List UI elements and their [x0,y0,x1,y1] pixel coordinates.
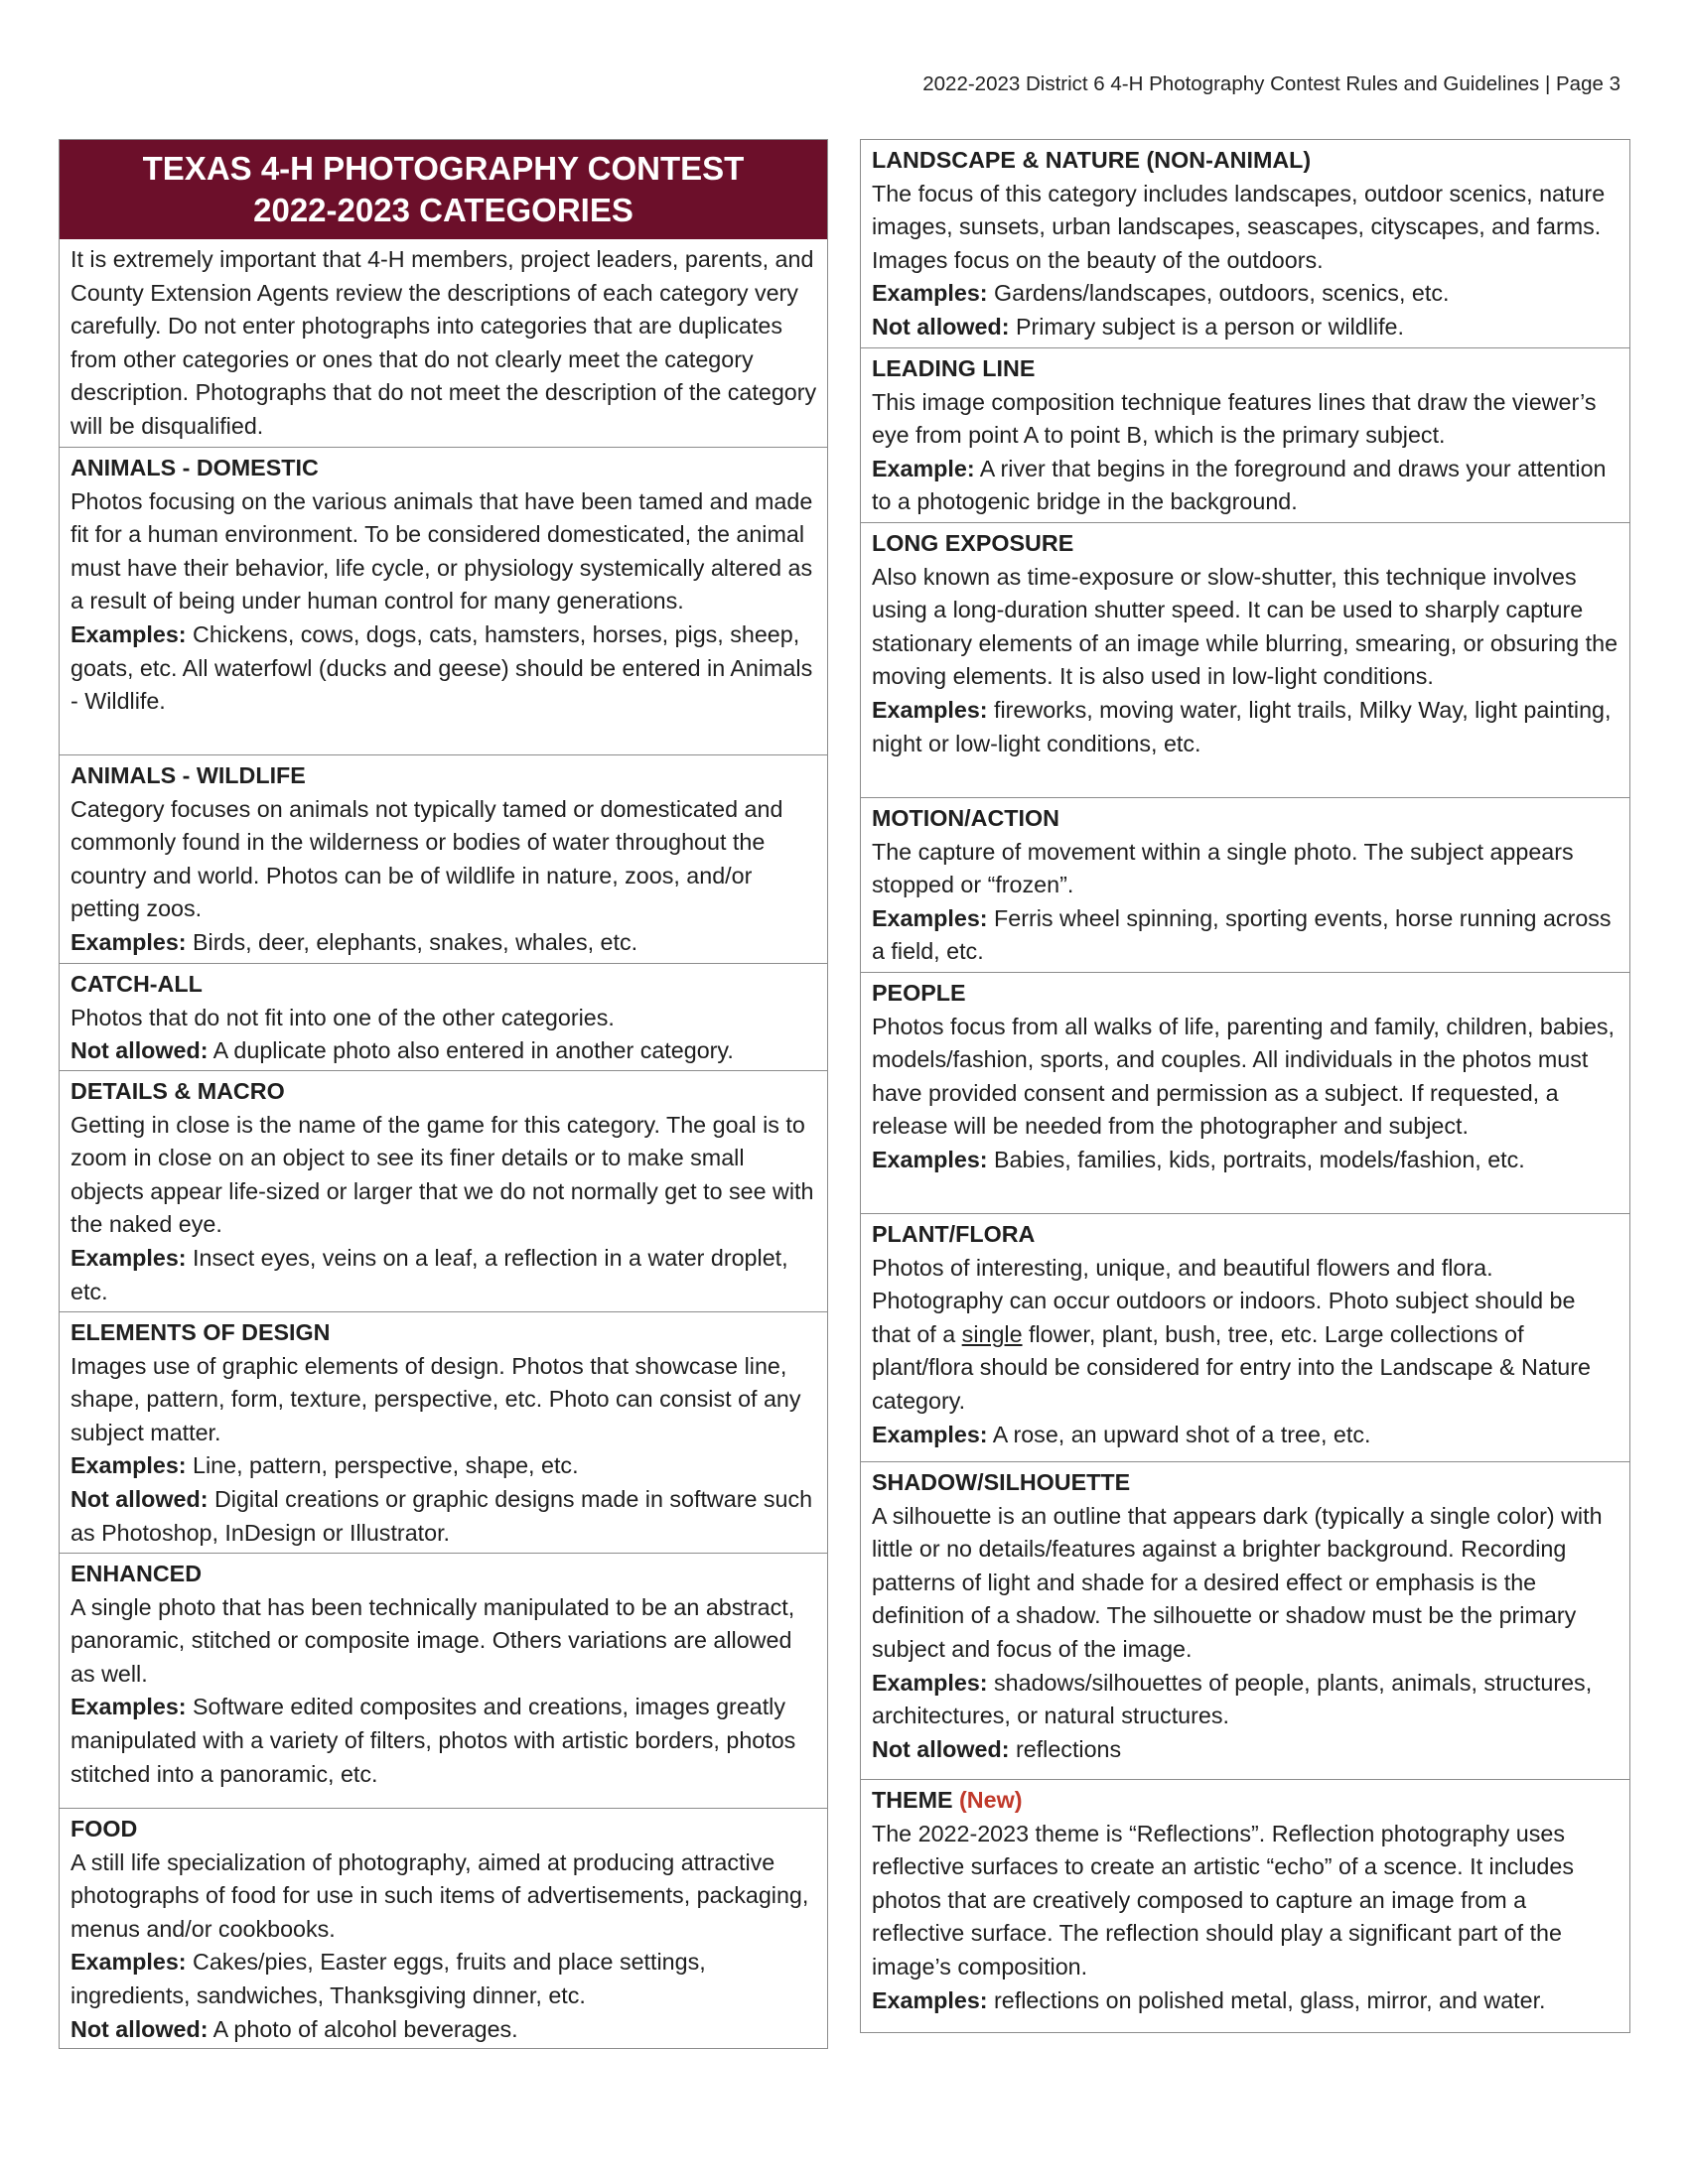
category-description: Getting in close is the name of the game for this category. The goal is to zoom in close on an object to see its finer details or to make small objects appear life-sized or larger that we do not normally get to see with the naked eye. [70,1111,814,1238]
category-examples: Examples: Chickens, cows, dogs, cats, hamsters, horses, pigs, sheep, goats, etc. All waterfowl (ducks and geese) should be entered in Animals - Wildlife. [70,620,813,715]
category-description: This image composition technique features lines that draw the viewer’s eye from point A to point B, which is the primary subject. [872,388,1597,449]
right-column [860,139,1630,2033]
title-line-2: 2022-2023 CATEGORIES [253,192,633,228]
category-title: THEME (New) [872,1787,1023,1813]
category-title: CATCH-ALL [70,971,203,997]
category-description: A single photo that has been technically manipulated to be an abstract, panoramic, stitched or composite image. Others variations are allowed as well. [70,1593,795,1687]
category-title: PLANT/FLORA [872,1221,1036,1247]
category-not-allowed: Not allowed: reflections [872,1735,1122,1762]
category-people [861,973,1629,1214]
category-animals-wildlife [60,755,827,964]
category-examples: Examples: A rose, an upward shot of a tree, etc. [872,1421,1371,1447]
category-description: Also known as time-exposure or slow-shutter, this technique involves using a long-duration shutter speed. It can be used to sharply capture stationary elements of an image while blurring, smearing, or obsuring the moving elements. It is also used in low-light conditions. [872,563,1618,690]
category-not-allowed: Not allowed: A photo of alcohol beverages. [70,2015,518,2042]
category-description: Photos focusing on the various animals that have been tamed and made fit for a human environment. To be considered domesticated, the animal must have their behavior, life cycle, or physiology systemically altered as a result of being under human control for many generations. [70,487,813,614]
category-long-exposure [861,523,1629,798]
category-title: LEADING LINE [872,355,1036,381]
category-title: LONG EXPOSURE [872,530,1074,556]
category-title: MOTION/ACTION [872,805,1059,831]
category-shadow-silhouette [861,1462,1629,1780]
category-landscape-nature [861,140,1629,348]
category-examples: Examples: Birds, deer, elephants, snakes, whales, etc. [70,928,638,955]
category-title: PEOPLE [872,980,966,1006]
category-not-allowed: Not allowed: Digital creations or graphic designs made in software such as Photoshop, InDesign or Illustrator. [70,1485,813,1546]
category-not-allowed: Not allowed: A duplicate photo also entered in another category. [70,1037,734,1064]
category-description: The capture of movement within a single photo. The subject appears stopped or “frozen”. [872,838,1574,898]
category-food [60,1809,827,2063]
left-column [59,139,828,2049]
contest-title [60,140,827,239]
category-enhanced [60,1554,827,1809]
category-description: Category focuses on animals not typically tamed or domesticated and commonly found in the wilderness or bodies of water throughout the country and world. Photos can be of wildlife in nature, zoos, and/or petting zoos. [70,795,783,922]
category-leading-line [861,348,1629,523]
category-description: Photos that do not fit into one of the other categories. [70,1004,615,1030]
category-description: Images use of graphic elements of design. Photos that showcase line, shape, pattern, form, texture, perspective, etc. Photo can consist of any subject matter. [70,1352,801,1445]
category-examples: Examples: Cakes/pies, Easter eggs, fruits and place settings, ingredients, sandwiches, Thanksgiving dinner, etc. [70,1949,706,2008]
page-header: 2022-2023 District 6 4-H Photography Contest Rules and Guidelines | Page 3 [922,72,1620,95]
category-description: The focus of this category includes landscapes, outdoor scenics, nature images, sunsets, urban landscapes, seascapes, cityscapes, and farms. Images focus on the beauty of the outdoors. [872,180,1606,273]
category-theme [861,1780,1629,2031]
category-description: A still life specialization of photography, aimed at producing attractive photographs of food for use in such items of advertisements, packaging, menus and/or cookbooks. [70,1848,809,1942]
category-title: FOOD [70,1816,138,1842]
category-plant-flora [861,1214,1629,1462]
category-examples: Examples: Ferris wheel spinning, sporting events, horse running across a field, etc. [872,904,1612,965]
category-catch-all [60,964,827,1071]
category-title: LANDSCAPE & NATURE (NON-ANIMAL) [872,147,1312,173]
category-examples: Examples: shadows/silhouettes of people, plants, animals, structures, architectures, or natural structures. [872,1669,1593,1729]
category-title: ANIMALS - DOMESTIC [70,455,319,480]
category-title: ELEMENTS OF DESIGN [70,1319,331,1345]
new-badge: (New) [959,1787,1023,1813]
category-details-macro [60,1071,827,1312]
category-examples: Examples: Insect eyes, veins on a leaf, a reflection in a water droplet, etc. [70,1244,788,1304]
category-examples: Examples: Line, pattern, perspective, shape, etc. [70,1452,579,1479]
title-line-1: TEXAS 4-H PHOTOGRAPHY CONTEST [142,150,745,187]
category-animals-domestic [60,448,827,755]
category-description: Photos of interesting, unique, and beautiful flowers and flora. Photography can occur outdoors or indoors. Photo subject should be that of a single flower, plant, bush, tree, etc. Large collections of plant/flora should be considered for entry into the Landscape & Nature category. [872,1254,1591,1414]
category-example: Example: A river that begins in the foreground and draws your attention to a photogenic bridge in the background. [872,455,1607,515]
category-examples: Examples: fireworks, moving water, light trails, Milky Way, light painting, night or low-light conditions, etc. [872,696,1612,756]
category-motion-action [861,798,1629,973]
category-description: Photos focus from all walks of life, parenting and family, children, babies, models/fashion, sports, and couples. All individuals in the photos must have provided consent and permission as a subject. If requested, a release will be needed from the photographer and subject. [872,1013,1616,1140]
category-examples: Examples: reflections on polished metal, glass, mirror, and water. [872,1986,1546,2013]
category-description: The 2022-2023 theme is “Reflections”. Reflection photography uses reflective surfaces to create an artistic “echo” of a scence. It includes photos that are creatively composed to capture an image from a reflective surface. The reflection should play a significant part of the image’s composition. [872,1820,1574,1979]
category-title: ANIMALS - WILDLIFE [70,762,306,788]
intro-section [60,239,827,448]
category-elements-of-design [60,1312,827,1554]
category-description: A silhouette is an outline that appears dark (typically a single color) with little or no details/features against a brighter background. Recording patterns of light and shade for a desired effect or emphasis is the definition of a shadow. The silhouette or shadow must be the primary subject and focus of the image. [872,1502,1603,1662]
category-title: DETAILS & MACRO [70,1078,285,1104]
category-not-allowed: Not allowed: Primary subject is a person or wildlife. [872,313,1404,340]
category-examples: Examples: Babies, families, kids, portraits, models/fashion, etc. [872,1146,1525,1172]
category-title: SHADOW/SILHOUETTE [872,1469,1131,1495]
category-examples: Examples: Software edited composites and creations, images greatly manipulated with a variety of filters, photos with artistic borders, photos stitched into a panoramic, etc. [70,1694,796,1787]
category-examples: Examples: Gardens/landscapes, outdoors, scenics, etc. [872,280,1450,307]
intro-text: It is extremely important that 4-H members, project leaders, parents, and County Extension Agents review the descriptions of each category very carefully. Do not enter photographs into categories that are duplicates from other categories or ones that do not clearly meet the category description. Photographs that do not meet the description of the category will be disqualified. [70,246,817,439]
category-title: ENHANCED [70,1561,203,1586]
